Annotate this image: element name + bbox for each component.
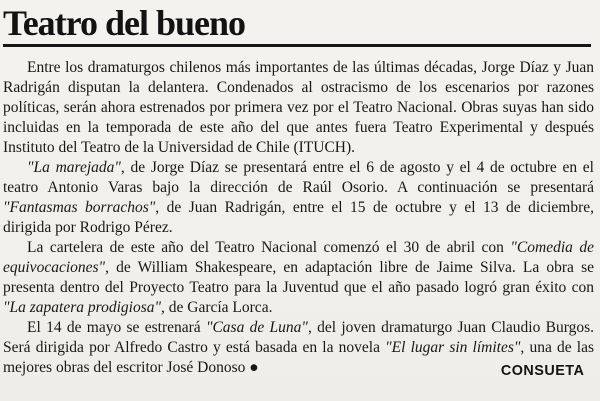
work-title: "La zapatera prodigiosa" (3, 299, 161, 316)
paragraph-text: La cartelera de este año del Teatro Nacional comenzó el 30 de abril con (27, 239, 511, 256)
paragraph-text: El 14 de mayo se estrenará (27, 319, 206, 336)
work-title: "El lugar sin límites" (385, 339, 521, 356)
paragraph-text: , una de las mejores obras del escritor José Donoso ● (3, 339, 594, 376)
paragraph-text: Entre los dramaturgos chilenos más importantes de las últimas décadas, Jorge Díaz y Juan Radrigán disputan la delantera. Condenados al ostracismo de los escenarios por razones políticas, serán ahora estrenados por primera vez por el Teatro Nacional. Obras suyas han sido incluidas en la temporada de este año del que antes fuera Teatro Experimental y después Instituto del Teatro de la Universidad de Chile (ITUCH). (3, 59, 594, 156)
headline-rule (3, 44, 591, 47)
paragraph-text: , de William Shakespeare, en adaptación libre de Jaime Silva. La obra se presenta dentro del Proyecto Teatro para la Juventud que el año pasado logró gran éxito con (3, 259, 594, 296)
article-body (3, 58, 594, 378)
paragraph-text: , de Juan Radrigán, entre el 15 de octubre y el 13 de diciembre, dirigida por Rodrigo Pérez. (3, 199, 594, 236)
article-paragraph (3, 158, 594, 238)
paragraph-text: , de Jorge Díaz se presentará entre el 6 de agosto y el 4 de octubre en el teatro Antonio Varas bajo la dirección de Raúl Osorio. A continuación se presentará (3, 159, 594, 196)
article-headline: Teatro del bueno (3, 3, 246, 43)
paragraph-text: , del joven dramaturgo Juan Claudio Burgos. Será dirigida por Alfredo Castro y está basada en la novela (3, 319, 594, 356)
article-paragraph (3, 238, 594, 318)
article-paragraph (3, 58, 594, 158)
work-title: "La marejada" (27, 159, 121, 176)
work-title: "Comedia de equivocaciones" (3, 239, 594, 276)
work-title: "Fantasmas borrachos" (3, 199, 156, 216)
work-title: "Casa de Luna" (205, 319, 308, 336)
paragraph-text: , de García Lorca. (161, 299, 273, 316)
article-signature: CONSUETA (500, 362, 585, 379)
